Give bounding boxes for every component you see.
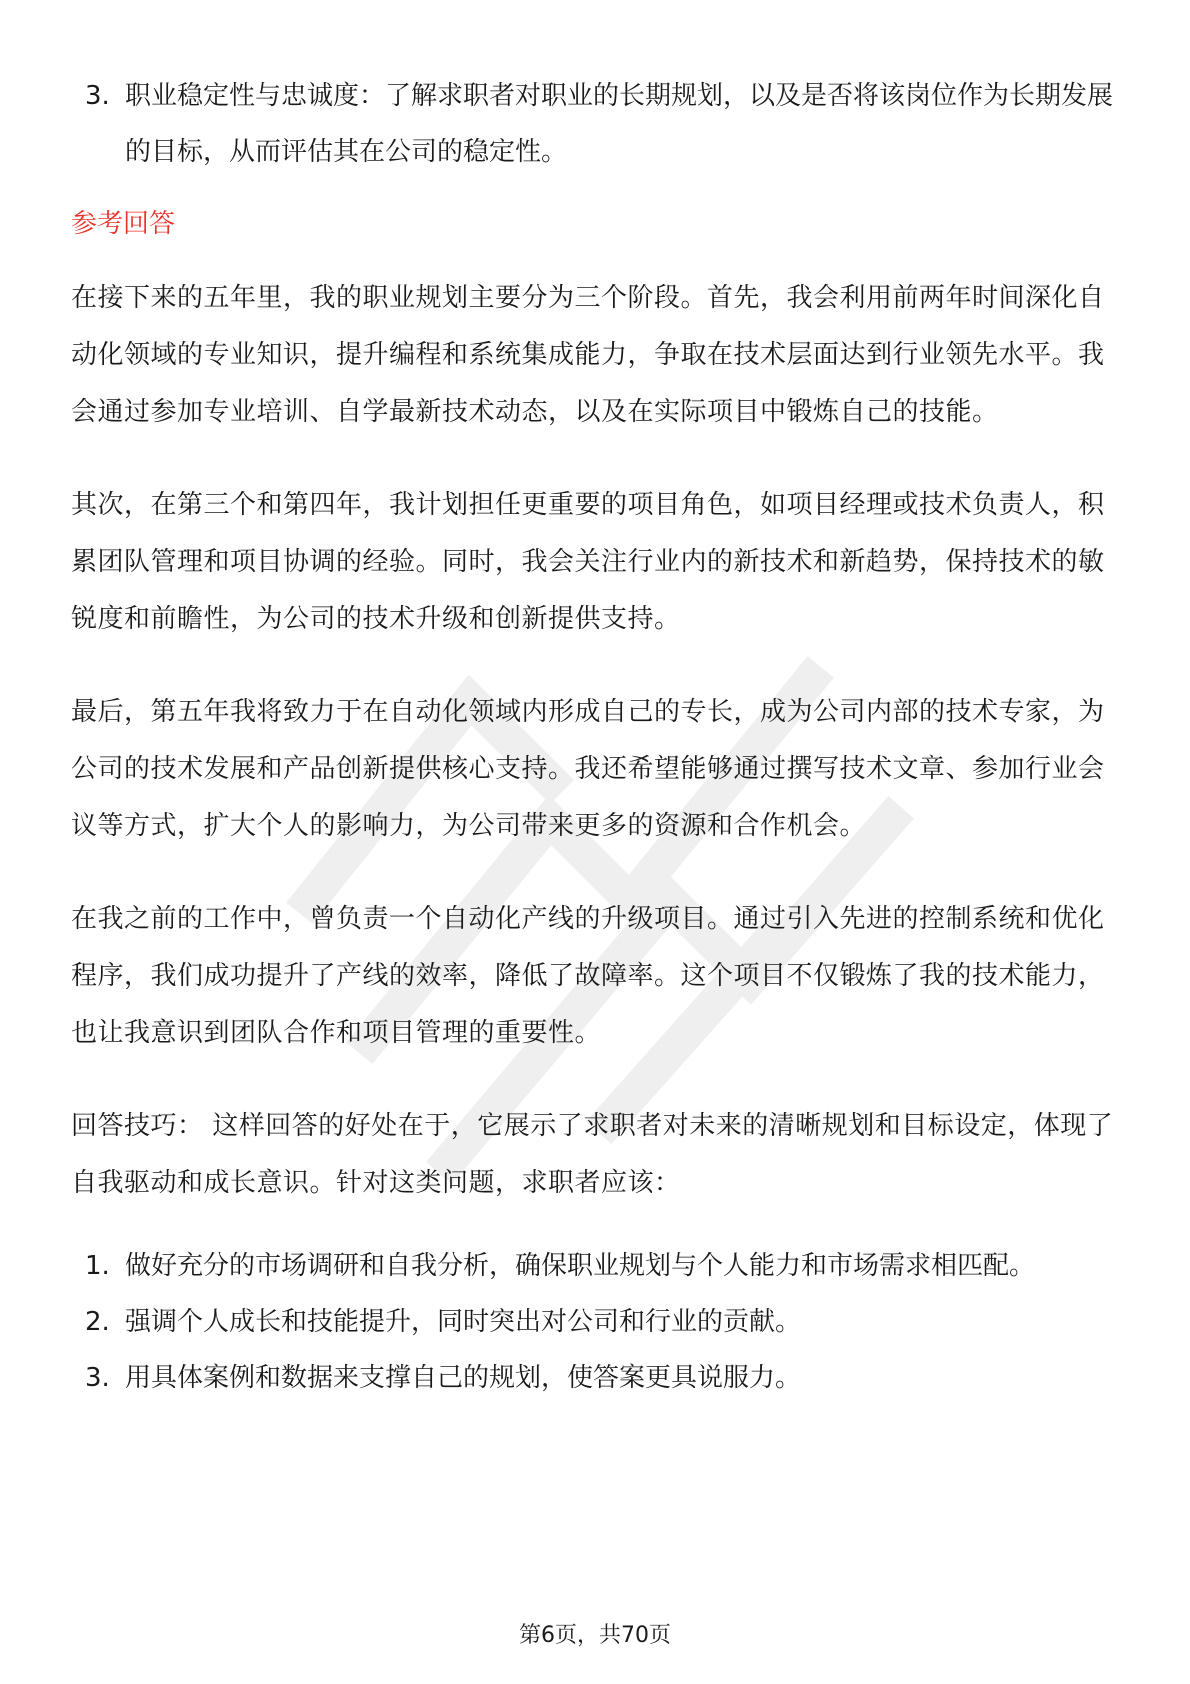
paragraph: 其次，在第三个和第四年，我计划担任更重要的项目角色，如项目经理或技术负责人，积累团队管理和项目协调的经验。同时，我会关注行业内的新技术和新趋势，保持技术的敏锐度和前瞻性，为公司的技术升级和创新提供支持。 <box>71 490 1105 634</box>
list-item <box>71 1350 1119 1406</box>
list-number: 3. <box>85 81 110 111</box>
paragraph: 最后，第五年我将致力于在自动化领域内形成自己的专长，成为公司内部的技术专家，为公司的技术发展和产品创新提供核心支持。我还希望能够通过撰写技术文章、参加行业会议等方式，扩大个人的影响力，为公司带来更多的资源和合作机会。 <box>71 697 1105 841</box>
list-item <box>71 1238 1119 1294</box>
tips-list <box>71 1238 1119 1406</box>
answer-heading: 参考回答 <box>71 209 176 239</box>
list-number: 1. <box>85 1251 110 1281</box>
document-content <box>71 68 1119 1406</box>
list-text: 用具体案例和数据来支撑自己的规划，使答案更具说服力。 <box>125 1363 802 1393</box>
list-text: 强调个人成长和技能提升，同时突出对公司和行业的贡献。 <box>125 1307 802 1337</box>
list-text: 职业稳定性与忠诚度：了解求职者对职业的长期规划，以及是否将该岗位作为长期发展的目标，从而评估其在公司的稳定性。 <box>125 81 1114 167</box>
paragraph: 在我之前的工作中，曾负责一个自动化产线的升级项目。通过引入先进的控制系统和优化程序，我们成功提升了产线的效率，降低了故障率。这个项目不仅锻炼了我的技术能力，也让我意识到团队合作和项目管理的重要性。 <box>71 904 1105 1048</box>
tips-intro: 回答技巧： 这样回答的好处在于，它展示了求职者对未来的清晰规划和目标设定，体现了自我驱动和成长意识。针对这类问题，求职者应该： <box>71 1111 1114 1198</box>
list-number: 2. <box>85 1307 110 1337</box>
list-item <box>71 1294 1119 1350</box>
paragraph: 在接下来的五年里，我的职业规划主要分为三个阶段。首先，我会利用前两年时间深化自动化领域的专业知识，提升编程和系统集成能力，争取在技术层面达到行业领先水平。我会通过参加专业培训、自学最新技术动态，以及在实际项目中锻炼自己的技能。 <box>71 283 1105 427</box>
page-number-footer: 第6页，共70页 <box>519 1623 671 1648</box>
list-text: 做好充分的市场调研和自我分析，确保职业规划与个人能力和市场需求相匹配。 <box>125 1251 1036 1281</box>
list-number: 3. <box>85 1363 110 1393</box>
list-item <box>71 68 1119 180</box>
